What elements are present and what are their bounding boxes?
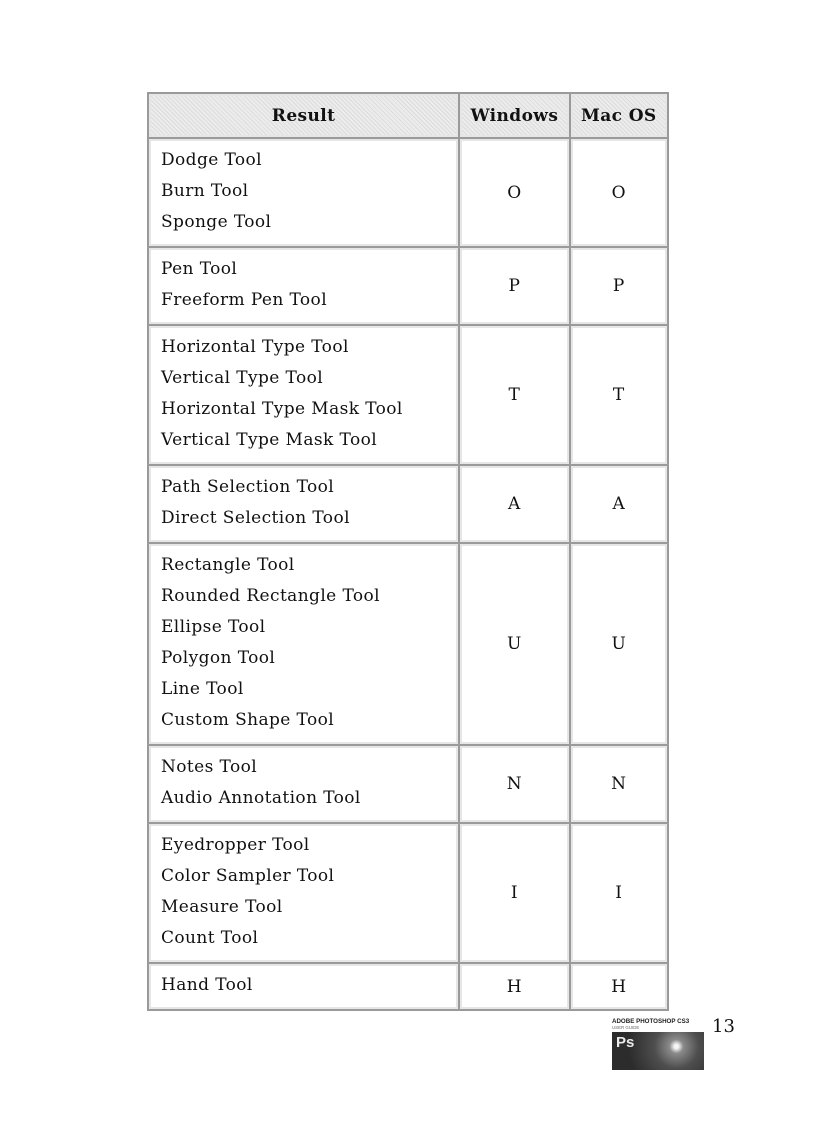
tool-name: Polygon Tool [161, 648, 276, 668]
result-cell [148, 823, 459, 963]
windows-key-cell: H [459, 963, 569, 1010]
result-cell [148, 325, 459, 465]
windows-key-cell: U [459, 543, 569, 745]
table-body [148, 138, 668, 1010]
mac-key-cell: O [570, 138, 668, 247]
tool-name: Count Tool [161, 928, 259, 948]
tool-name: Burn Tool [161, 181, 249, 201]
logo-subtitle: USER GUIDE [612, 1025, 640, 1030]
table-row [148, 247, 668, 325]
mac-key-cell: P [570, 247, 668, 325]
windows-key-cell: P [459, 247, 569, 325]
windows-key-cell: I [459, 823, 569, 963]
tool-name: Freeform Pen Tool [161, 290, 328, 310]
table-row [148, 745, 668, 823]
mac-key-cell: A [570, 465, 668, 543]
mac-key-cell: U [570, 543, 668, 745]
tool-name: Hand Tool [161, 975, 253, 995]
result-cell [148, 963, 459, 1010]
tool-name: Vertical Type Tool [161, 368, 324, 388]
table-row [148, 325, 668, 465]
tool-name: Audio Annotation Tool [161, 788, 361, 808]
windows-key-cell: T [459, 325, 569, 465]
tool-name: Rounded Rectangle Tool [161, 586, 380, 606]
result-cell [148, 247, 459, 325]
result-cell [148, 745, 459, 823]
tool-name: Color Sampler Tool [161, 866, 335, 886]
header-windows: Windows [459, 93, 569, 138]
tool-name: Eyedropper Tool [161, 835, 310, 855]
result-cell [148, 543, 459, 745]
mac-key-cell: T [570, 325, 668, 465]
tool-name: Path Selection Tool [161, 477, 335, 497]
tool-name: Dodge Tool [161, 150, 263, 170]
tool-name: Pen Tool [161, 259, 238, 279]
tool-name: Horizontal Type Tool [161, 337, 349, 357]
logo-title: ADOBE PHOTOSHOP CS3 [612, 1018, 690, 1025]
windows-key-cell: O [459, 138, 569, 247]
logo-box [612, 1032, 704, 1070]
logo-badge: Ps [616, 1034, 635, 1051]
header-result: Result [148, 93, 459, 138]
table-row [148, 543, 668, 745]
tool-name: Custom Shape Tool [161, 710, 335, 730]
table-row [148, 465, 668, 543]
tool-name: Measure Tool [161, 897, 283, 917]
header-row [148, 93, 668, 138]
header-mac: Mac OS [570, 93, 668, 138]
result-cell [148, 138, 459, 247]
mac-key-cell: H [570, 963, 668, 1010]
shortcut-table [147, 92, 669, 1011]
tool-name: Direct Selection Tool [161, 508, 350, 528]
photoshop-logo [612, 1018, 704, 1071]
windows-key-cell: A [459, 465, 569, 543]
tool-name: Vertical Type Mask Tool [161, 430, 378, 450]
result-cell [148, 465, 459, 543]
tool-name: Ellipse Tool [161, 617, 266, 637]
tool-name: Notes Tool [161, 757, 258, 777]
page-number: 13 [712, 1016, 735, 1037]
mac-key-cell: N [570, 745, 668, 823]
tool-name: Line Tool [161, 679, 244, 699]
windows-key-cell: N [459, 745, 569, 823]
mac-key-cell: I [570, 823, 668, 963]
tool-name: Sponge Tool [161, 212, 272, 232]
tool-name: Rectangle Tool [161, 555, 295, 575]
table-row [148, 823, 668, 963]
table-row [148, 963, 668, 1010]
table-row [148, 138, 668, 247]
tool-name: Horizontal Type Mask Tool [161, 399, 403, 419]
